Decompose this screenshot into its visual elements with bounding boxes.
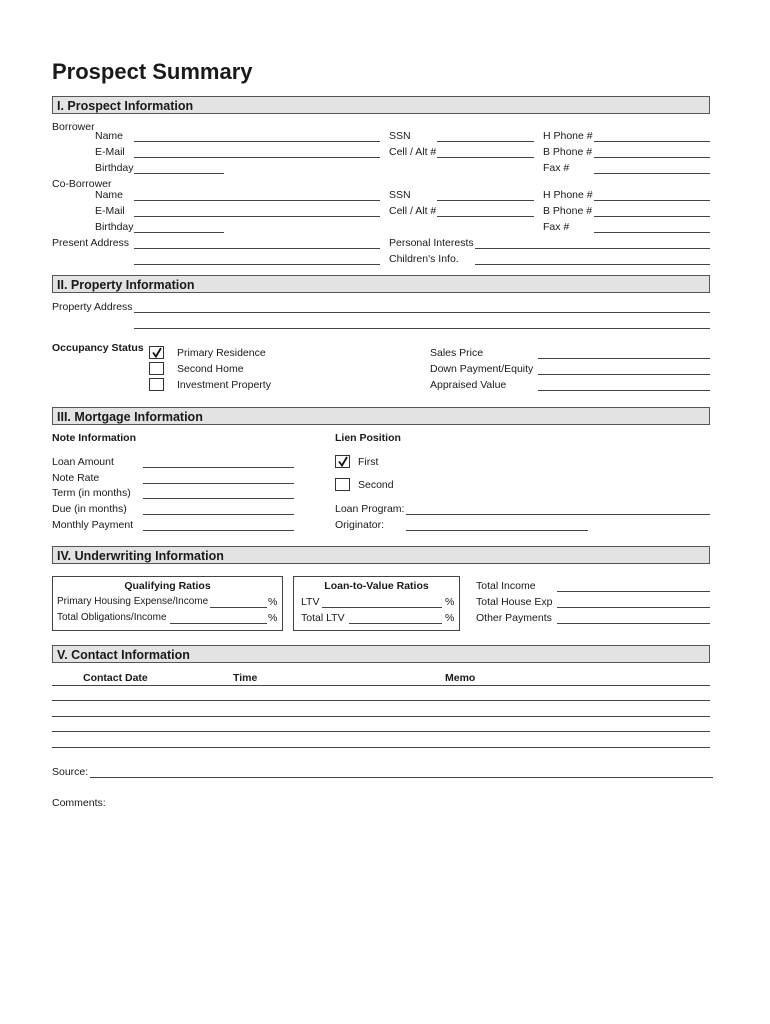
contact-date-header: Contact Date (83, 672, 148, 684)
check-icon (338, 456, 348, 467)
ltv-ratios-box (293, 576, 460, 631)
borrower-bphone-label: B Phone # (543, 146, 593, 158)
time-header: Time (233, 672, 258, 684)
borrower-birthday-label: Birthday (95, 162, 134, 174)
borrower-bphone-field[interactable] (594, 157, 710, 158)
loan-amount-label: Loan Amount (52, 456, 114, 468)
coborrower-fax-label: Fax # (543, 221, 570, 233)
borrower-ssn-field[interactable] (437, 141, 534, 142)
childrens-info-label: Children's Info. (389, 253, 459, 265)
second-lien-checkbox[interactable] (335, 478, 350, 491)
source-field[interactable] (90, 777, 713, 778)
coborrower-label: Co-Borrower (52, 178, 112, 190)
originator-label: Originator: (335, 519, 385, 531)
page-title: Prospect Summary (52, 59, 253, 84)
second-home-checkbox[interactable] (149, 362, 164, 375)
coborrower-email-field[interactable] (134, 216, 380, 217)
ltv-label: LTV (301, 596, 320, 608)
comments-label: Comments: (52, 797, 106, 809)
second-home-label: Second Home (177, 363, 244, 375)
note-information-label: Note Information (52, 432, 136, 444)
lien-position-label: Lien Position (335, 432, 401, 444)
section-header-prospect: I. Prospect Information (52, 96, 710, 114)
property-address-field-2[interactable] (134, 328, 710, 329)
other-payments-field[interactable] (557, 623, 710, 624)
contact-row-line[interactable] (52, 747, 710, 748)
coborrower-hphone-field[interactable] (594, 200, 710, 201)
coborrower-name-field[interactable] (134, 200, 380, 201)
coborrower-bphone-label: B Phone # (543, 205, 593, 217)
monthly-payment-field[interactable] (143, 530, 294, 531)
present-address-field-2[interactable] (134, 264, 380, 265)
loan-amount-field[interactable] (143, 467, 294, 468)
total-obligations-percent: % (268, 612, 278, 624)
section-header-contact: V. Contact Information (52, 645, 710, 663)
primary-housing-field[interactable] (210, 607, 267, 608)
investment-property-label: Investment Property (177, 379, 271, 391)
total-ltv-label: Total LTV (301, 612, 345, 624)
total-income-field[interactable] (557, 591, 710, 592)
present-address-field[interactable] (134, 248, 380, 249)
originator-field[interactable] (406, 530, 588, 531)
coborrower-fax-field[interactable] (594, 232, 710, 233)
loan-program-label: Loan Program: (335, 503, 405, 515)
investment-property-checkbox[interactable] (149, 378, 164, 391)
borrower-name-label: Name (95, 130, 124, 142)
contact-row-line[interactable] (52, 716, 710, 717)
source-label: Source: (52, 766, 89, 778)
term-label: Term (in months) (52, 487, 131, 499)
coborrower-birthday-label: Birthday (95, 221, 134, 233)
total-obligations-field[interactable] (170, 623, 267, 624)
personal-interests-field[interactable] (475, 248, 710, 249)
appraised-value-field[interactable] (538, 390, 710, 391)
coborrower-hphone-label: H Phone # (543, 189, 593, 201)
occupancy-status-label: Occupancy Status (52, 342, 144, 354)
contact-row-line[interactable] (52, 731, 710, 732)
first-lien-checkbox[interactable] (335, 455, 350, 468)
loan-program-field[interactable] (406, 514, 710, 515)
other-payments-label: Other Payments (476, 612, 552, 624)
primary-residence-checkbox[interactable] (149, 346, 164, 359)
borrower-email-field[interactable] (134, 157, 380, 158)
coborrower-ssn-field[interactable] (437, 200, 534, 201)
personal-interests-label: Personal Interests (389, 237, 474, 249)
coborrower-ssn-label: SSN (389, 189, 411, 201)
monthly-payment-label: Monthly Payment (52, 519, 134, 531)
section-header-mortgage: III. Mortgage Information (52, 407, 710, 425)
primary-residence-label: Primary Residence (177, 347, 266, 359)
first-lien-label: First (358, 456, 379, 468)
contact-row-line[interactable] (52, 700, 710, 701)
contact-row-line[interactable] (52, 685, 710, 686)
note-rate-field[interactable] (143, 483, 294, 484)
coborrower-birthday-field[interactable] (134, 232, 224, 233)
coborrower-cell-field[interactable] (437, 216, 534, 217)
borrower-fax-label: Fax # (543, 162, 570, 174)
second-lien-label: Second (358, 479, 394, 491)
present-address-label: Present Address (52, 237, 130, 249)
total-ltv-field[interactable] (349, 623, 442, 624)
total-house-exp-label: Total House Exp (476, 596, 553, 608)
borrower-name-field[interactable] (134, 141, 380, 142)
check-icon (152, 347, 162, 358)
coborrower-bphone-field[interactable] (594, 216, 710, 217)
borrower-hphone-label: H Phone # (543, 130, 593, 142)
borrower-email-label: E-Mail (95, 146, 125, 158)
total-house-exp-field[interactable] (557, 607, 710, 608)
qualifying-ratios-box (52, 576, 283, 631)
childrens-info-field[interactable] (475, 264, 710, 265)
term-field[interactable] (143, 498, 294, 499)
property-address-label: Property Address (52, 301, 133, 313)
borrower-cell-label: Cell / Alt # (389, 146, 437, 158)
total-income-label: Total Income (476, 580, 536, 592)
coborrower-cell-label: Cell / Alt # (389, 205, 437, 217)
section-header-property: II. Property Information (52, 275, 710, 293)
coborrower-email-label: E-Mail (95, 205, 125, 217)
borrower-hphone-field[interactable] (594, 141, 710, 142)
borrower-ssn-label: SSN (389, 130, 411, 142)
primary-housing-percent: % (268, 596, 278, 608)
property-address-field[interactable] (134, 312, 710, 313)
total-ltv-percent: % (445, 612, 455, 624)
ltv-percent: % (445, 596, 455, 608)
borrower-label: Borrower (52, 121, 95, 133)
primary-housing-label: Primary Housing Expense/Income (57, 596, 209, 607)
borrower-fax-field[interactable] (594, 173, 710, 174)
appraised-value-label: Appraised Value (430, 379, 507, 391)
sales-price-field[interactable] (538, 358, 710, 359)
total-obligations-label: Total Obligations/Income (57, 612, 167, 623)
down-payment-field[interactable] (538, 374, 710, 375)
memo-header: Memo (445, 672, 476, 684)
coborrower-name-label: Name (95, 189, 124, 201)
sales-price-label: Sales Price (430, 347, 484, 359)
borrower-birthday-field[interactable] (134, 173, 224, 174)
ltv-ratios-title: Loan-to-Value Ratios (324, 580, 429, 592)
section-header-underwriting: IV. Underwriting Information (52, 546, 710, 564)
due-field[interactable] (143, 514, 294, 515)
borrower-cell-field[interactable] (437, 157, 534, 158)
qualifying-ratios-title: Qualifying Ratios (124, 580, 211, 592)
due-label: Due (in months) (52, 503, 127, 515)
down-payment-label: Down Payment/Equity (430, 363, 534, 375)
ltv-field[interactable] (322, 607, 442, 608)
note-rate-label: Note Rate (52, 472, 100, 484)
